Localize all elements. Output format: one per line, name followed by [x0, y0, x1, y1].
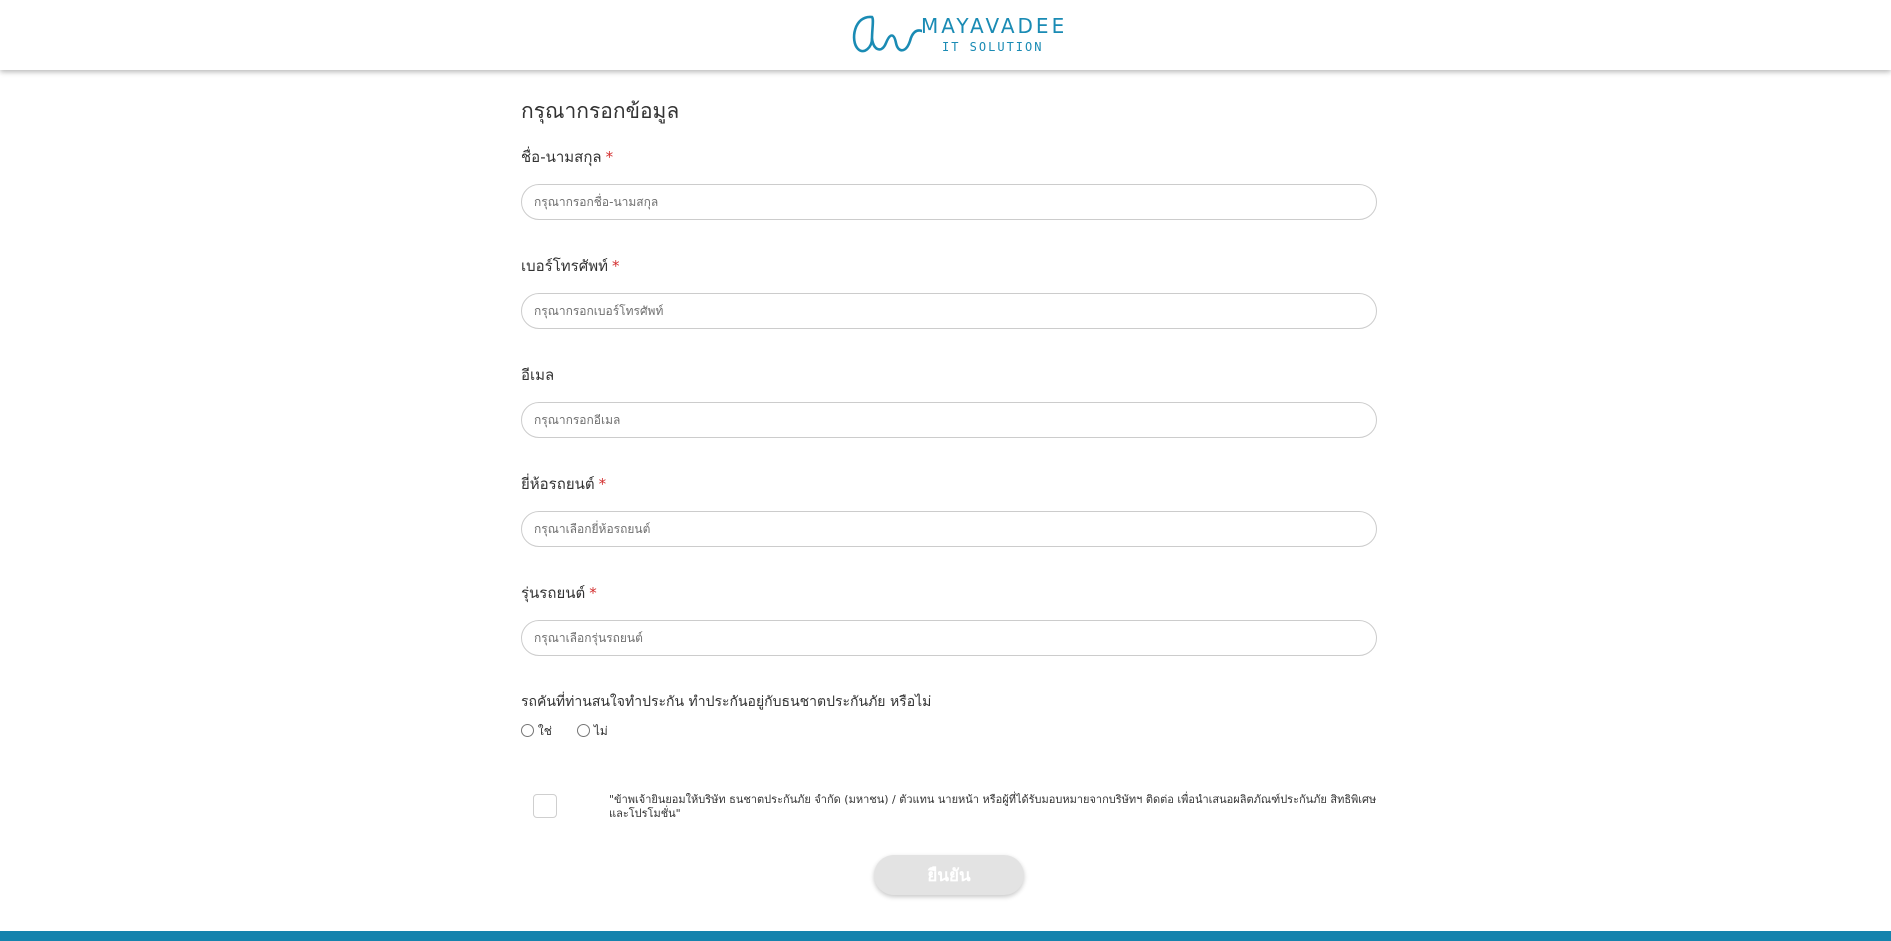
footer-bar: [0, 931, 1891, 941]
form-title: กรุณากรอกข้อมูล: [521, 99, 680, 123]
phone-input[interactable]: [521, 293, 1377, 329]
radio-no-label: ไม่: [593, 724, 608, 738]
radio-yes-label: ใช่: [537, 724, 552, 738]
submit-button[interactable]: ยืนยัน: [874, 855, 1024, 895]
wave-logo-icon: [850, 11, 922, 57]
car-brand-select[interactable]: [521, 511, 1377, 547]
header-bar: [0, 0, 1891, 70]
brand-logo[interactable]: [850, 11, 1068, 57]
car-model-select[interactable]: [521, 620, 1377, 656]
required-marker: *: [598, 475, 607, 493]
required-marker: *: [589, 584, 597, 602]
consent-checkbox[interactable]: [533, 794, 557, 818]
brand-name: MAYAVADEE: [921, 14, 1068, 38]
required-marker: *: [605, 148, 614, 166]
required-marker: *: [612, 257, 620, 275]
consent-text: "ข้าพเจ้ายินยอมให้บริษัท ธนชาตประกันภัย จำกัด (มหาชน) / ตัวแทน นายหน้า หรือผู้ที่ได้รับมอบหมายจากบริษัทฯ ติดต่อ เพื่อนำเสนอผลิตภัณฑ์ประกันภัย สิทธิพิเศษและโปรโมชั่น": [609, 793, 1377, 820]
email-label: อีเมล: [521, 366, 555, 384]
radio-yes-input[interactable]: [521, 724, 534, 737]
name-label: ชื่อ-นามสกุล *: [521, 148, 614, 166]
car-model-label: รุ่นรถยนต์ *: [521, 584, 597, 602]
insurance-question: รถคันที่ท่านสนใจทำประกัน ทำประกันอยู่กับธนชาตประกันภัย หรือไม่: [521, 694, 932, 710]
name-input[interactable]: [521, 184, 1377, 220]
radio-no[interactable]: [577, 722, 608, 738]
radio-yes[interactable]: [521, 722, 552, 738]
car-brand-label: ยี่ห้อรถยนต์ *: [521, 475, 607, 493]
phone-label: เบอร์โทรศัพท์ *: [521, 257, 620, 275]
email-input[interactable]: [521, 402, 1377, 438]
brand-tagline: IT SOLUTION: [942, 40, 1044, 54]
radio-no-input[interactable]: [577, 724, 590, 737]
